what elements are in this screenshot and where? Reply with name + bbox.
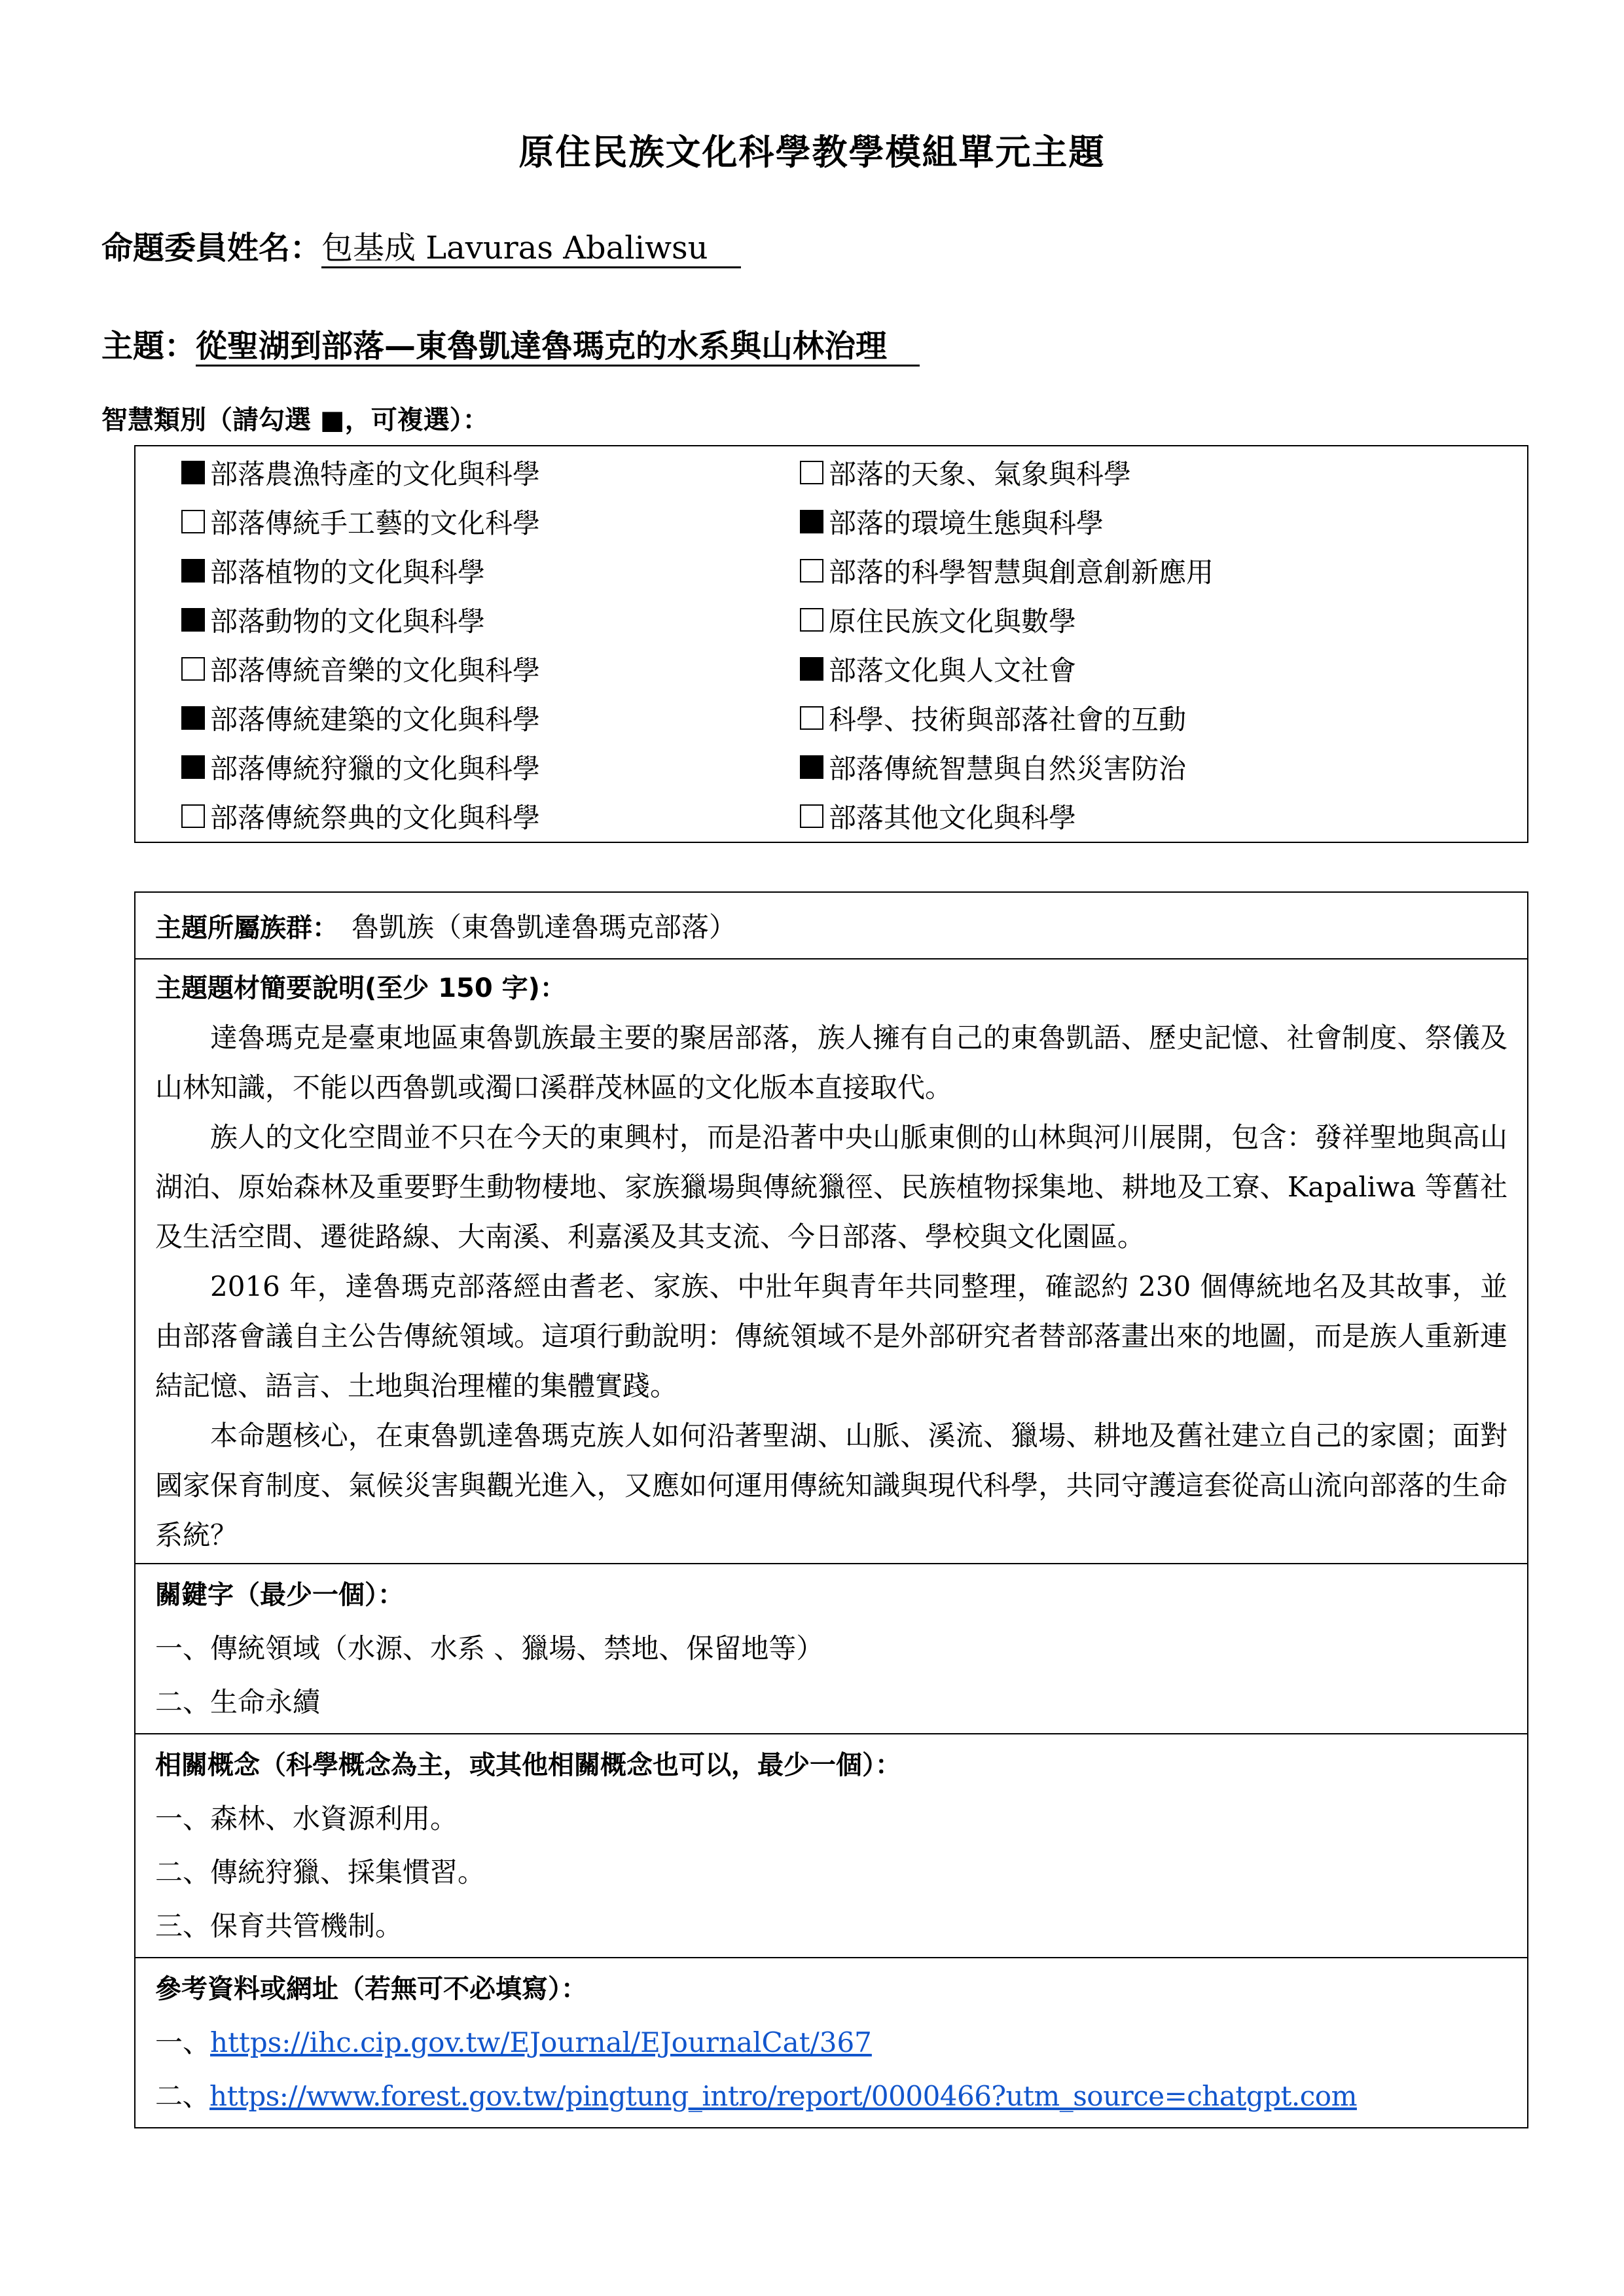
wisdom-item-label: 部落動物的文化與科學 — [210, 605, 486, 637]
checkbox-icon[interactable] — [800, 559, 823, 583]
checkbox-icon[interactable] — [181, 755, 205, 779]
ethnic-group-row — [135, 893, 1527, 958]
committee-label: 命題委員姓名： — [101, 230, 322, 266]
concept-item: 三、保育共管機制。 — [155, 1910, 403, 1942]
wisdom-item[interactable] — [181, 747, 540, 787]
committee-line — [101, 223, 741, 268]
checkbox-icon[interactable] — [800, 608, 823, 632]
reference-item — [135, 2016, 1527, 2070]
wisdom-item-label: 部落傳統狩獵的文化與科學 — [210, 753, 541, 785]
wisdom-item[interactable] — [181, 649, 540, 689]
summary-paragraph: 本命題核心，在東魯凱達魯瑪克族人如何沿著聖湖、山脈、溪流、獵場、耕地及舊社建立自己的家園；面對國家保育制度、氣候災害與觀光進入，又應如何運用傳統知識與現代科學，共同守護這套從高山流向部落的生命系統？ — [155, 1420, 1507, 1551]
wisdom-item-label: 部落的環境生態與科學 — [829, 507, 1104, 539]
info-table — [134, 891, 1528, 2128]
checkbox-icon[interactable] — [181, 706, 205, 730]
wisdom-item-label: 部落其他文化與科學 — [829, 802, 1077, 834]
wisdom-item-label: 部落傳統建築的文化與科學 — [210, 704, 541, 736]
committee-name: 包基成 Lavuras Abaliwsu — [321, 230, 741, 268]
summary-row — [135, 958, 1527, 1563]
checkbox-icon[interactable] — [800, 510, 823, 533]
ethnic-group-value: 魯凱族（東魯凱達魯瑪克部落） — [352, 911, 737, 943]
wisdom-item-label: 科學、技術與部落社會的互動 — [829, 704, 1187, 736]
wisdom-item-label: 部落文化與人文社會 — [829, 655, 1077, 687]
concept-item: 二、傳統狩獵、採集慣習。 — [155, 1856, 486, 1888]
keyword-item: 一、傳統領域（水源、水系 、獵場、禁地、保留地等） — [155, 1632, 824, 1664]
concept-item: 一、森林、水資源利用。 — [155, 1803, 458, 1835]
wisdom-item[interactable] — [800, 600, 1076, 639]
wisdom-item-label: 部落傳統音樂的文化與科學 — [210, 655, 541, 687]
wisdom-item[interactable] — [800, 551, 1214, 590]
checkbox-icon[interactable] — [181, 657, 205, 681]
wisdom-item[interactable] — [800, 502, 1104, 541]
checkbox-icon[interactable] — [181, 804, 205, 828]
checkbox-icon[interactable] — [181, 510, 205, 533]
wisdom-category-label: 智慧類別（請勾選 ■，可複選）： — [101, 405, 489, 435]
checkbox-icon[interactable] — [181, 608, 205, 632]
concepts-label: 相關概念（科學概念為主，或其他相關概念也可以，最少一個）： — [155, 1750, 901, 1780]
wisdom-item[interactable] — [800, 453, 1131, 492]
checkbox-icon[interactable] — [181, 559, 205, 583]
checkbox-icon[interactable] — [800, 657, 823, 681]
wisdom-item-label: 部落農漁特產的文化與科學 — [210, 458, 541, 490]
summary-paragraph: 達魯瑪克是臺東地區東魯凱族最主要的聚居部落，族人擁有自己的東魯凱語、歷史記憶、社會制度、祭儀及山林知識，不能以西魯凱或濁口溪群茂林區的文化版本直接取代。 — [155, 1022, 1507, 1103]
references-row — [135, 1957, 1527, 2127]
references-label: 參考資料或網址（若無可不必填寫）： — [155, 1974, 587, 2004]
reference-prefix: 一、 — [155, 2026, 211, 2058]
reference-prefix: 二、 — [155, 2080, 210, 2112]
ethnic-group-label: 主題所屬族群： — [155, 912, 338, 943]
wisdom-item-label: 部落傳統智慧與自然災害防治 — [829, 753, 1187, 785]
wisdom-item[interactable] — [181, 600, 485, 639]
wisdom-item[interactable] — [181, 551, 485, 590]
checkbox-icon[interactable] — [800, 706, 823, 730]
wisdom-item[interactable] — [181, 453, 540, 492]
wisdom-item[interactable] — [800, 797, 1076, 836]
wisdom-item-label: 部落的科學智慧與創意創新應用 — [829, 556, 1214, 588]
keyword-item: 二、生命永續 — [155, 1686, 321, 1718]
wisdom-category-box — [134, 445, 1528, 843]
wisdom-item[interactable] — [181, 698, 540, 738]
wisdom-item[interactable] — [800, 649, 1076, 689]
wisdom-item[interactable] — [800, 747, 1186, 787]
wisdom-item[interactable] — [800, 698, 1186, 738]
concepts-row — [135, 1733, 1527, 1957]
checkbox-icon[interactable] — [181, 461, 205, 484]
checkbox-icon[interactable] — [800, 804, 823, 828]
reference-link[interactable]: https://www.forest.gov.tw/pingtung_intro/report/0000466?utm_source=chatgpt.com — [209, 2080, 1357, 2112]
theme-line — [101, 321, 920, 366]
checkbox-icon[interactable] — [800, 755, 823, 779]
keywords-label: 關鍵字（最少一個）： — [155, 1580, 404, 1610]
theme-value: 從聖湖到部落—東魯凱達魯瑪克的水系與山林治理 — [196, 328, 920, 367]
checkbox-icon[interactable] — [800, 461, 823, 484]
keywords-row — [135, 1563, 1527, 1733]
reference-item — [135, 2070, 1527, 2123]
summary-paragraph: 族人的文化空間並不只在今天的東興村，而是沿著中央山脈東側的山林與河川展開，包含：發祥聖地與高山湖泊、原始森林及重要野生動物棲地、家族獵場與傳統獵徑、民族植物採集地、耕地及工寮、Kapaliwa 等舊社及生活空間、遷徙路線、大南溪、利嘉溪及其支流、今日部落、學校與文化園區。 — [155, 1121, 1507, 1253]
reference-link[interactable]: https://ihc.cip.gov.tw/EJournal/EJournalCat/367 — [210, 2026, 872, 2058]
wisdom-item-label: 部落的天象、氣象與科學 — [829, 458, 1132, 490]
page-title: 原住民族文化科學教學模組單元主題 — [518, 132, 1106, 173]
theme-label: 主題： — [101, 328, 196, 365]
summary-label: 主題題材簡要說明(至少 150 字)： — [155, 973, 566, 1003]
wisdom-item-label: 部落傳統手工藝的文化科學 — [210, 507, 541, 539]
wisdom-item[interactable] — [181, 797, 540, 836]
wisdom-item-label: 部落傳統祭典的文化與科學 — [210, 802, 541, 834]
wisdom-item-label: 部落植物的文化與科學 — [210, 556, 486, 588]
wisdom-item-label: 原住民族文化與數學 — [829, 605, 1077, 637]
wisdom-item[interactable] — [181, 502, 540, 541]
summary-paragraph: 2016 年，達魯瑪克部落經由耆老、家族、中壯年與青年共同整理，確認約 230 個傳統地名及其故事，並由部落會議自主公告傳統領域。這項行動說明：傳統領域不是外部研究者替部落畫出來的地圖，而是族人重新連結記憶、語言、土地與治理權的集體實踐。 — [155, 1270, 1507, 1402]
